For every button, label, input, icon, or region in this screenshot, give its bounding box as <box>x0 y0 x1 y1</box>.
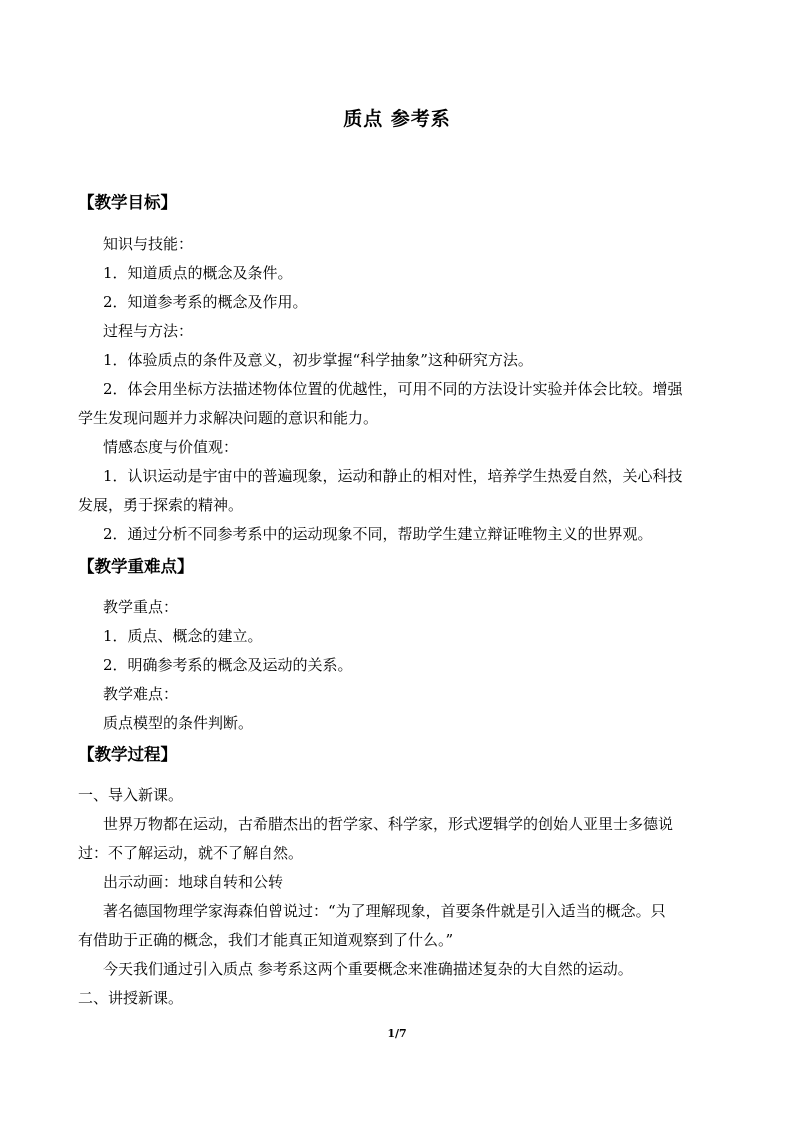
paragraph-line: 教学重点： <box>103 598 179 616</box>
paragraph-line: 2．知道参考系的概念及作用。 <box>103 293 308 311</box>
paragraph-line: 学生发现问题并力求解决问题的意识和能力。 <box>78 409 379 427</box>
paragraph-line: 1．认识运动是宇宙中的普遍现象，运动和静止的相对性，培养学生热爱自然，关心科技 <box>103 467 683 485</box>
paragraph-line: 过：不了解运动，就不了解自然。 <box>78 844 304 862</box>
paragraph-line: 今天我们通过引入质点 参考系这两个重要概念来准确描述复杂的大自然的运动。 <box>103 960 633 978</box>
paragraph-line: 世界万物都在运动，古希腊杰出的哲学家、科学家，形式逻辑学的创始人亚里士多德说 <box>103 815 674 833</box>
paragraph-line: 有借助于正确的概念，我们才能真正知道观察到了什么。” <box>78 931 454 949</box>
paragraph-line: 2．体会用坐标方法描述物体位置的优越性，可用不同的方法设计实验并体会比较。增强 <box>103 380 683 398</box>
paragraph-line: 发展，勇于探索的精神。 <box>78 496 244 514</box>
section-heading-process: 【教学过程】 <box>78 745 177 764</box>
page-number: 1/7 <box>387 1027 407 1040</box>
paragraph-line: 情感态度与价值观： <box>103 438 239 456</box>
paragraph-line: 过程与方法： <box>103 322 194 340</box>
paragraph-line: 质点模型的条件判断。 <box>103 714 254 732</box>
section-heading-key-points: 【教学重难点】 <box>78 557 194 576</box>
paragraph-line: 知识与技能： <box>103 235 194 253</box>
paragraph-line: 著名德国物理学家海森伯曾说过：“为了理解现象，首要条件就是引入适当的概念。只 <box>103 902 666 920</box>
paragraph-line: 教学难点： <box>103 685 179 703</box>
paragraph-line: 2．通过分析不同参考系中的运动现象不同，帮助学生建立辩证唯物主义的世界观。 <box>103 525 653 543</box>
paragraph-line: 1．质点、概念的建立。 <box>103 627 263 645</box>
paragraph-line: 出示动画：地球自转和公转 <box>103 873 284 891</box>
section-heading-objectives: 【教学目标】 <box>78 193 177 212</box>
paragraph-line: 2．明确参考系的概念及运动的关系。 <box>103 656 353 674</box>
paragraph-line: 一、导入新课。 <box>78 786 184 804</box>
page-title: 质点 参考系 <box>343 108 451 130</box>
paragraph-line: 1．体验质点的条件及意义，初步掌握“科学抽象”这种研究方法。 <box>103 351 533 369</box>
paragraph-line: 1．知道质点的概念及条件。 <box>103 264 293 282</box>
paragraph-line: 二、讲授新课。 <box>78 989 184 1007</box>
